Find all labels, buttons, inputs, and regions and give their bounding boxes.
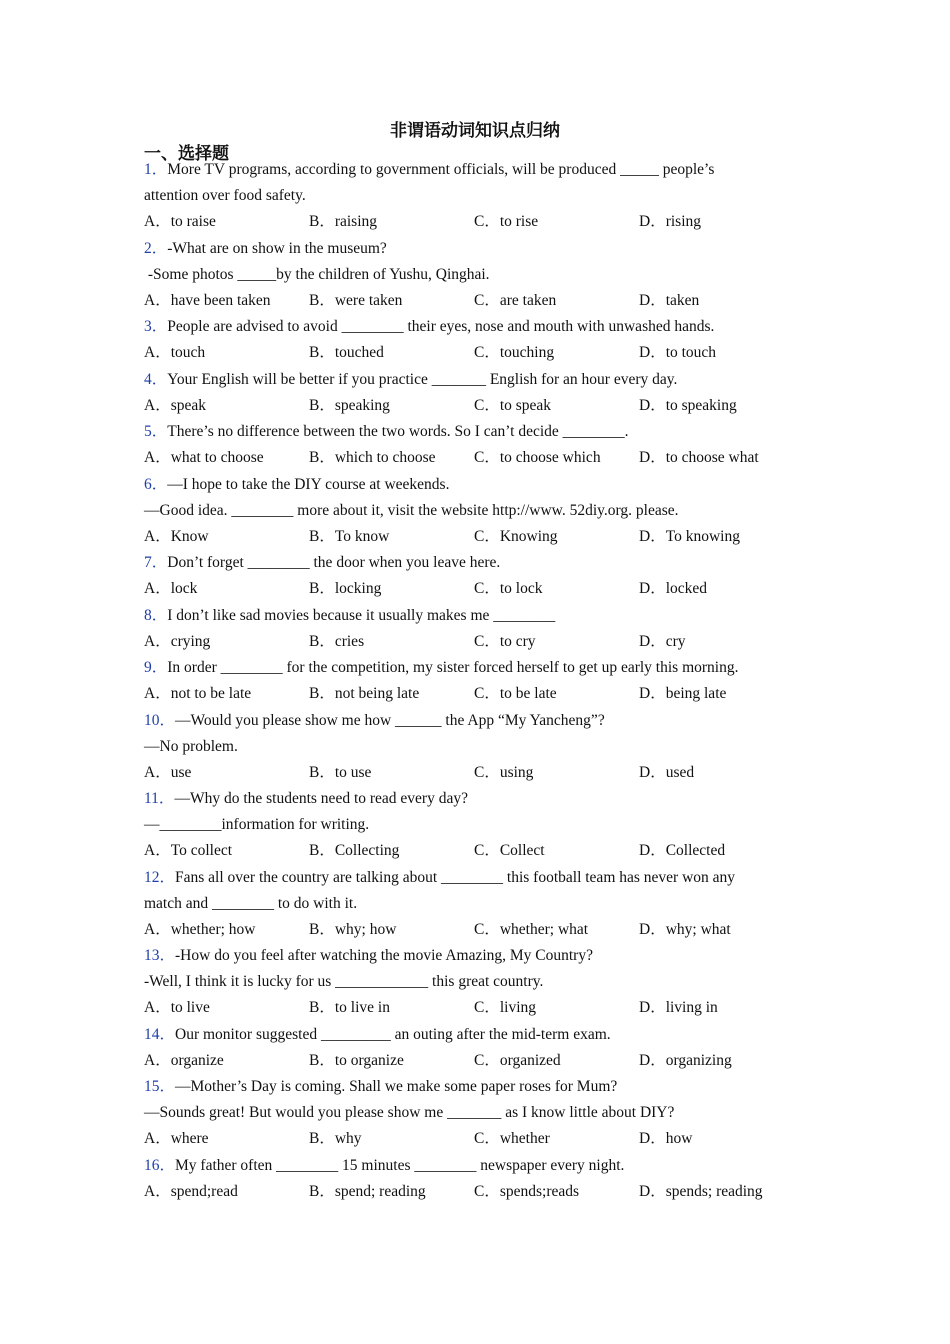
question-line — [144, 1074, 804, 1100]
answer-option: C．Collect — [474, 842, 545, 859]
answer-option: C．whether — [474, 1130, 550, 1147]
answer-option: A．lock — [144, 580, 198, 597]
answer-options — [144, 629, 804, 656]
question-line — [144, 812, 804, 838]
answer-option: C．to cry — [474, 632, 536, 650]
answer-option: B．why — [309, 1130, 362, 1147]
answer-options — [144, 288, 804, 315]
question-text: More TV programs, according to government officials, will be produced _____ people’s — [167, 161, 715, 178]
answer-option: C．to rise — [474, 213, 539, 230]
question-text: There’s no difference between the two words. So I can’t decide ________. — [167, 423, 629, 440]
question-11 — [144, 786, 804, 865]
question-line — [144, 367, 804, 393]
question-line — [144, 157, 804, 183]
question-number: 9． — [144, 659, 168, 676]
question-line — [144, 419, 804, 445]
answer-option: A．where — [144, 1130, 209, 1147]
question-number: 6． — [144, 475, 168, 493]
answer-option: B．spend; reading — [309, 1182, 426, 1200]
answer-option: A．use — [144, 763, 192, 781]
answer-option: D．locked — [639, 580, 708, 597]
answer-option: B．were taken — [309, 291, 403, 309]
answer-option: B．touched — [309, 344, 384, 361]
answer-option: C．touching — [474, 344, 555, 361]
answer-option: D．why; what — [639, 920, 731, 938]
answer-option: C．organized — [474, 1051, 561, 1069]
answer-option: C．to lock — [474, 580, 543, 597]
answer-option: D．used — [639, 763, 695, 781]
question-2 — [144, 236, 804, 315]
question-text: Our monitor suggested _________ an outing after the mid-term exam. — [175, 1025, 611, 1043]
answer-option: A．what to choose — [144, 449, 264, 466]
question-text: Your English will be better if you practice _______ English for an hour every day. — [167, 370, 678, 388]
question-text: -Well, I think it is lucky for us ____________ this great country. — [144, 973, 544, 990]
answer-option: A．to live — [144, 999, 210, 1016]
answer-option: D．Collected — [639, 842, 726, 859]
answer-option: A．have been taken — [144, 291, 271, 309]
answer-option: D．being late — [639, 685, 727, 702]
question-10 — [144, 708, 804, 787]
answer-options — [144, 340, 804, 367]
question-line — [144, 314, 804, 340]
question-4 — [144, 367, 804, 420]
question-line — [144, 498, 804, 524]
answer-option: D．to speaking — [639, 396, 737, 414]
answer-option: A．To collect — [144, 842, 233, 859]
answer-options — [144, 445, 804, 472]
answer-option: B．to organize — [309, 1051, 404, 1069]
question-15 — [144, 1074, 804, 1153]
answer-option: D．to touch — [639, 344, 717, 361]
question-number: 2． — [144, 239, 168, 257]
question-number: 7． — [144, 554, 168, 571]
question-6 — [144, 472, 804, 551]
question-text: —Why do the students need to read every day? — [174, 790, 468, 807]
question-line — [144, 943, 804, 969]
question-line — [144, 786, 804, 812]
answer-option: A．spend;read — [144, 1182, 238, 1200]
answer-option: B．raising — [309, 213, 378, 230]
answer-options — [144, 524, 804, 551]
answer-option: B．To know — [309, 527, 390, 545]
answer-option: D．spends; reading — [639, 1182, 763, 1200]
answer-option: C．living — [474, 999, 537, 1016]
question-12 — [144, 865, 804, 944]
answer-option: A．touch — [144, 344, 206, 361]
question-line — [144, 865, 804, 891]
answer-options — [144, 760, 804, 787]
answer-options — [144, 576, 804, 603]
question-text: Don’t forget ________ the door when you leave here. — [167, 554, 501, 571]
question-14 — [144, 1022, 804, 1075]
question-line — [144, 183, 804, 209]
answer-option: D．cry — [639, 632, 686, 650]
answer-option: A．crying — [144, 632, 211, 650]
question-3 — [144, 314, 804, 367]
answer-option: B．why; how — [309, 920, 397, 938]
question-number: 11． — [144, 790, 175, 807]
answer-option: A．not to be late — [144, 685, 252, 702]
question-text: —Mother’s Day is coming. Shall we make some paper roses for Mum? — [175, 1078, 618, 1095]
answer-option: C．spends;reads — [474, 1182, 580, 1200]
question-text: My father often ________ 15 minutes ________ newspaper every night. — [175, 1156, 625, 1174]
answer-option: B．cries — [309, 632, 365, 650]
question-list — [144, 157, 804, 1205]
answer-option: D．rising — [639, 213, 702, 230]
question-text: -How do you feel after watching the movie Amazing, My Country? — [175, 947, 593, 964]
question-number: 10． — [144, 711, 176, 729]
question-text: match and ________ to do with it. — [144, 894, 358, 912]
question-9 — [144, 655, 804, 708]
question-text: -What are on show in the museum? — [167, 239, 387, 257]
answer-option: B．which to choose — [309, 449, 436, 466]
answer-options — [144, 917, 804, 944]
answer-option: B．to use — [309, 763, 372, 781]
question-line — [144, 262, 804, 288]
question-8 — [144, 603, 804, 656]
answer-options — [144, 1126, 804, 1153]
question-number: 13． — [144, 947, 176, 964]
question-7 — [144, 550, 804, 603]
answer-option: A．whether; how — [144, 920, 256, 938]
answer-option: B．Collecting — [309, 842, 400, 859]
answer-options — [144, 838, 804, 865]
question-text: —________information for writing. — [144, 816, 370, 833]
question-number: 14． — [144, 1025, 176, 1043]
section-heading: 一、选择题 — [144, 144, 229, 164]
question-number: 5． — [144, 423, 168, 440]
question-line — [144, 550, 804, 576]
question-16 — [144, 1153, 804, 1206]
question-number: 3． — [144, 318, 168, 335]
question-text: People are advised to avoid ________ their eyes, nose and mouth with unwashed hands. — [167, 318, 715, 335]
question-number: 16． — [144, 1156, 176, 1174]
question-text: attention over food safety. — [144, 187, 306, 204]
question-line — [144, 969, 804, 995]
question-line — [144, 603, 804, 629]
answer-option: C．to choose which — [474, 449, 601, 466]
question-line — [144, 1100, 804, 1126]
answer-option: B．speaking — [309, 396, 390, 414]
answer-option: A．organize — [144, 1051, 224, 1069]
question-text: —Good idea. ________ more about it, visit the website http://www. 52diy.org. please. — [144, 501, 679, 519]
question-5 — [144, 419, 804, 472]
answer-option: C．to be late — [474, 685, 557, 702]
answer-option: C．to speak — [474, 396, 552, 414]
question-text: -Some photos _____by the children of Yushu, Qinghai. — [144, 265, 490, 283]
answer-option: C．whether; what — [474, 920, 589, 938]
answer-option: D．taken — [639, 291, 700, 309]
page-title: 非谓语动词知识点归纳 — [390, 121, 560, 141]
answer-options — [144, 209, 804, 236]
question-line — [144, 708, 804, 734]
answer-options — [144, 995, 804, 1022]
answer-option: C．using — [474, 763, 534, 781]
answer-options — [144, 681, 804, 708]
answer-option: C．Knowing — [474, 527, 558, 545]
question-line — [144, 891, 804, 917]
answer-options — [144, 393, 804, 420]
answer-option: A．Know — [144, 527, 209, 545]
question-line — [144, 734, 804, 760]
question-text: —Would you please show me how ______ the App “My Yancheng”? — [175, 711, 605, 729]
question-number: 4． — [144, 370, 168, 388]
question-text: —No problem. — [144, 737, 238, 755]
question-text: I don’t like sad movies because it usually makes me ________ — [167, 606, 556, 624]
answer-option: D．how — [639, 1130, 693, 1147]
answer-option: B．locking — [309, 580, 382, 597]
answer-option: B．to live in — [309, 999, 390, 1016]
answer-option: D．living in — [639, 999, 718, 1016]
answer-option: B．not being late — [309, 685, 420, 702]
answer-options — [144, 1179, 804, 1206]
question-text: —I hope to take the DIY course at weekends. — [167, 475, 450, 493]
question-text: Fans all over the country are talking about ________ this football team has never won any — [175, 868, 736, 886]
question-1 — [144, 157, 804, 236]
question-number: 1． — [144, 161, 168, 178]
question-line — [144, 655, 804, 681]
question-text: —Sounds great! But would you please show me _______ as I know little about DIY? — [144, 1104, 675, 1121]
question-text: In order ________ for the competition, my sister forced herself to get up early this morning. — [167, 659, 739, 676]
answer-options — [144, 1048, 804, 1075]
question-line — [144, 1153, 804, 1179]
question-number: 15． — [144, 1078, 176, 1095]
question-number: 12． — [144, 868, 176, 886]
answer-option: D．To knowing — [639, 527, 740, 545]
question-13 — [144, 943, 804, 1022]
question-line — [144, 1022, 804, 1048]
answer-option: D．organizing — [639, 1051, 732, 1069]
question-line — [144, 236, 804, 262]
answer-option: C．are taken — [474, 291, 557, 309]
answer-option: D．to choose what — [639, 449, 759, 466]
question-line — [144, 472, 804, 498]
question-number: 8． — [144, 606, 168, 624]
answer-option: A．speak — [144, 396, 206, 414]
answer-option: A．to raise — [144, 213, 216, 230]
